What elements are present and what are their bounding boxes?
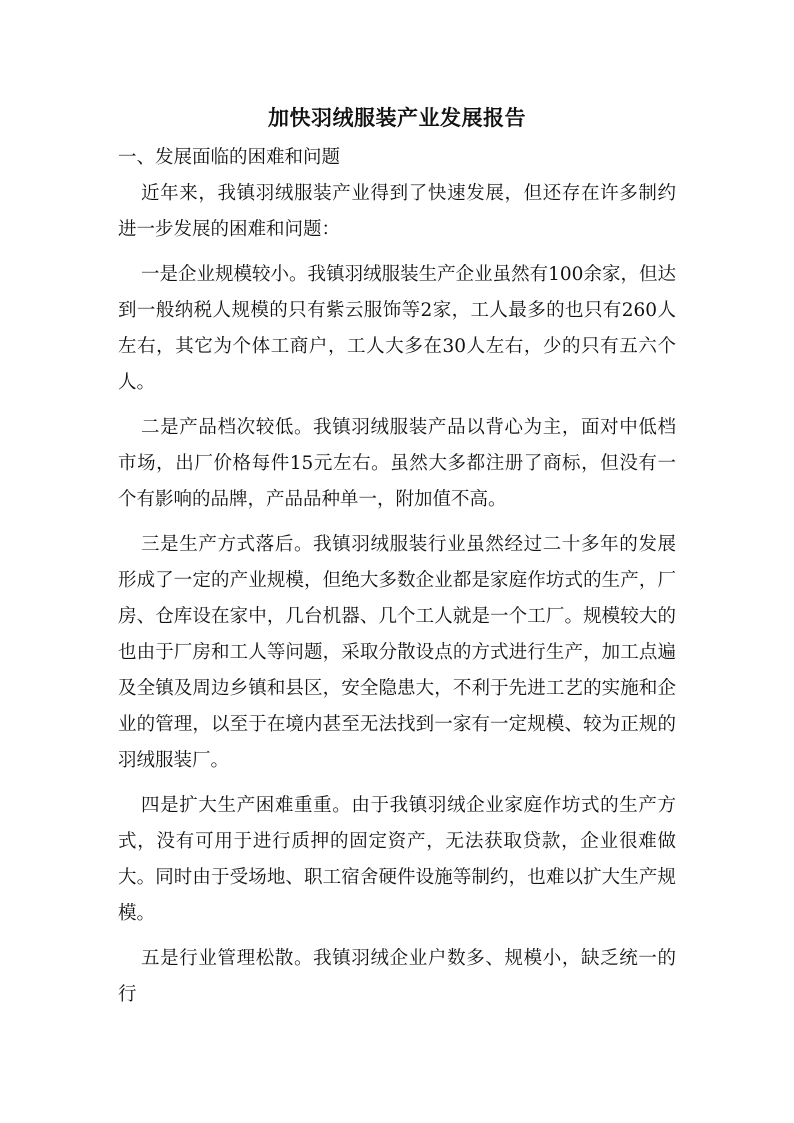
- paragraph-point-4: 四是扩大生产困难重重。由于我镇羽绒企业家庭作坊式的生产方式，没有可用于进行质押的固定资产，无法获取贷款，企业很难做大。同时由于受场地、职工宿舍硬件设施等制约，也难以扩大生产规模。: [118, 795, 676, 924]
- document-title: 加快羽绒服装产业发展报告: [268, 105, 526, 130]
- paragraph-point-5: 五是行业管理松散。我镇羽绒企业户数多、规模小，缺乏统一的行: [118, 948, 676, 1005]
- paragraph-point-1: 一是企业规模较小。我镇羽绒服装生产企业虽然有100余家，但达到一般纳税人规模的只有紫云服饰等2家，工人最多的也只有260人左右，其它为个体工商户，工人大多在30人左右，少的只有五六个人。: [118, 264, 676, 393]
- paragraph-point-3: 三是生产方式落后。我镇羽绒服装行业虽然经过二十多年的发展形成了一定的产业规模，但绝大多数企业都是家庭作坊式的生产，厂房、仓库设在家中，几台机器、几个工人就是一个工厂。规模较大的也由于厂房和工人等问题，采取分散设点的方式进行生产，加工点遍及全镇及周边乡镇和县区，安全隐患大，不利于先进工艺的实施和企业的管理，以至于在境内甚至无法找到一家有一定规模、较为正规的羽绒服装厂。: [118, 534, 676, 771]
- paragraph-point-2: 二是产品档次较低。我镇羽绒服装产品以背心为主，面对中低档市场，出厂价格每件15元左右。虽然大多都注册了商标，但没有一个有影响的品牌，产品品种单一，附加值不高。: [118, 417, 676, 510]
- document-body: [118, 100, 676, 1022]
- section-heading: 一、发展面临的困难和问题: [118, 147, 341, 168]
- paragraph-intro: 近年来，我镇羽绒服装产业得到了快速发展，但还存在许多制约进一步发展的困难和问题：: [118, 183, 676, 240]
